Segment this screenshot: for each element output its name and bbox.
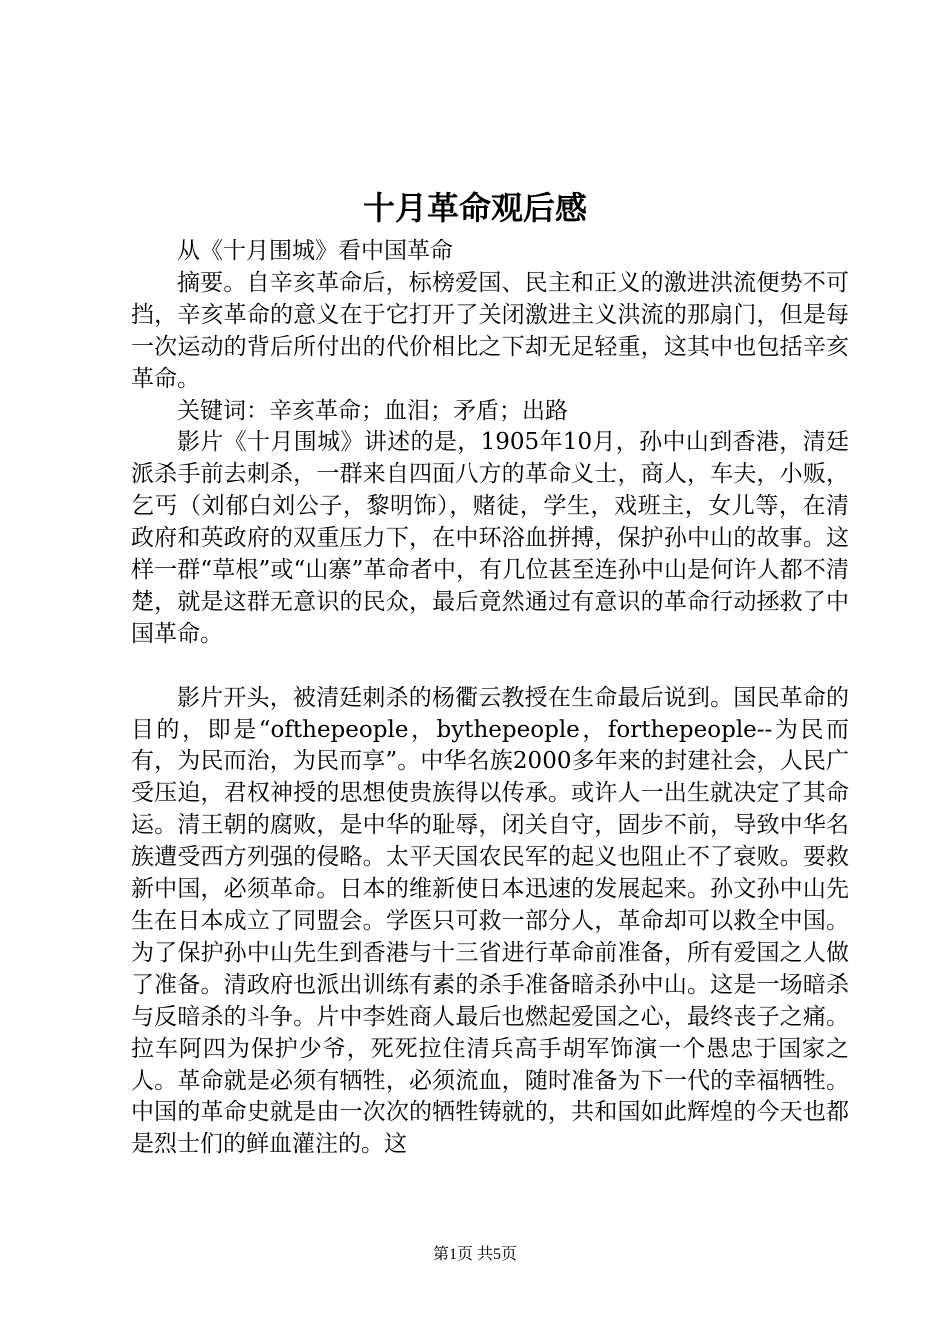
paragraph-spacer: [131, 651, 849, 683]
paragraph-commentary: 影片开头，被清廷刺杀的杨衢云教授在生命最后说到。国民革命的目的，即是“ofthepeople，bythepeople，forthepeople--为民而有，为民而治，为民而享”。中华名族2000多年来的封建社会，人民广受压迫，君权神授的思想使贵族得以传承。或许人一出生就决定了其命运。清王朝的腐败，是中华的耻辱，闭关自守，固步不前，导致中华名族遭受西方列强的侵略。太平天国农民军的起义也阻止不了衰败。要救新中国，必须革命。日本的维新使日本迅速的发展起来。孙文孙中山先生在日本成立了同盟会。学医只可救一部分人，革命却可以救全中国。为了保护孙中山先生到香港与十三省进行革命前准备，所有爱国之人做了准备。清政府也派出训练有素的杀手准备暗杀孙中山。这是一场暗杀与反暗杀的斗争。片中李姓商人最后也燃起爱国之心，最终丧子之痛。拉车阿四为保护少爷，死死拉住清兵高手胡军饰演一个愚忠于国家之人。革命就是必须有牺牲，必须流血，随时准备为下一代的幸福牺牲。中国的革命史就是由一次次的牺牲铸就的，共和国如此辉煌的今天也都是烈士们的鲜血灌注的。这: [131, 684, 849, 1158]
paragraph-subtitle: 从《十月围城》看中国革命: [177, 238, 453, 264]
document-body: [131, 236, 849, 1161]
document-title: 十月革命观后感: [362, 189, 587, 227]
page-footer: 第1页 共5页: [432, 1246, 517, 1263]
paragraph-synopsis: 影片《十月围城》讲述的是，1905年10月，孙中山到香港，清廷派杀手前去刺杀，一群来自四面八方的革命义士，商人，车夫，小贩，乞丐（刘郁白刘公子，黎明饰），赌徒，学生，戏班主，女儿等，在清政府和英政府的双重压力下，在中环浴血拼搏，保护孙中山的故事。这样一群“草根”或“山寨”革命者中，有几位甚至连孙中山是何许人都不清楚，就是这群无意识的民众，最后竟然通过有意识的革命行动拯救了中国革命。: [131, 429, 849, 647]
paragraph-abstract: 摘要。自辛亥革命后，标榜爱国、民主和正义的激进洪流便势不可挡，辛亥革命的意义在于它打开了关闭激进主义洪流的那扇门，但是每一次运动的背后所付出的代价相比之下却无足轻重，这其中也包括辛亥革命。: [131, 269, 849, 392]
paragraph-keywords: 关键词：辛亥革命；血泪；矛盾；出路: [177, 397, 568, 424]
